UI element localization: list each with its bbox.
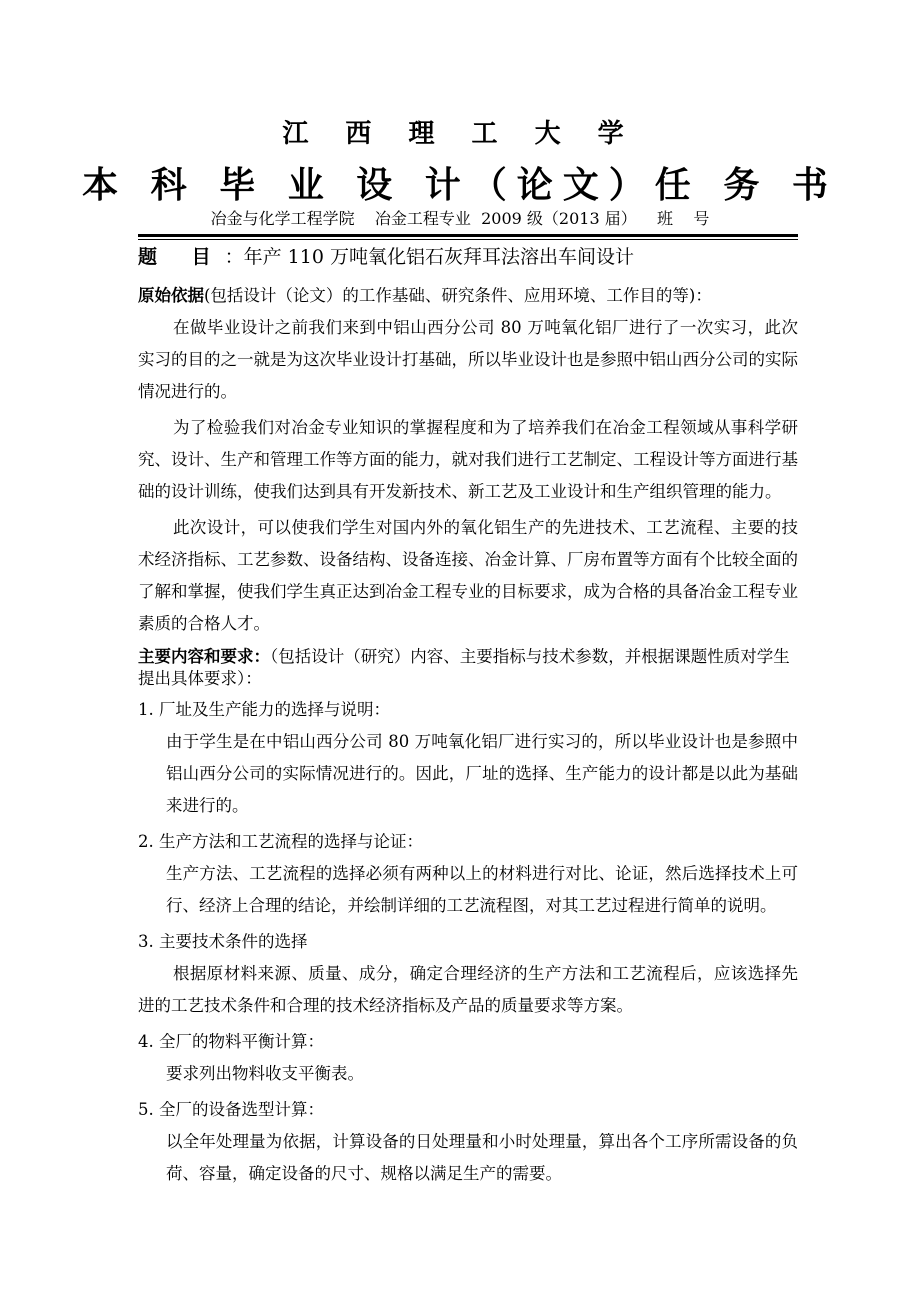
requirement-item-text: 由于学生是在中铝山西分公司 80 万吨氧化铝厂进行实习的，所以毕业设计也是参照中铝山西分公司的实际情况进行的。因此，厂址的选择、生产能力的设计都是以此为基础来进行的。	[166, 732, 798, 815]
requirement-item-text: 根据原材料来源、质量、成分，确定合理经济的生产方法和工艺流程后，应该选择先进的工艺技术条件和合理的技术经济指标及产品的质量要求等方案。	[138, 964, 798, 1015]
basis-paragraph: 此次设计，可以使我们学生对国内外的氧化铝生产的先进技术、工艺流程、主要的技术经济指标、工艺参数、设备结构、设备连接、冶金计算、厂房布置等方面有个比较全面的了解和掌握，使我们学生真正达到冶金工程专业的目标要求，成为合格的具备冶金工程专业素质的合格人才。	[138, 518, 798, 633]
topic-text: ：年产 110 万吨氧化铝石灰拜耳法溶出车间设计	[224, 246, 634, 268]
requirements-note: （包括设计（研究）内容、主要指标与技术参数，并根据课题性质对学生提出具体要求）：	[138, 647, 790, 688]
topic-line	[138, 242, 798, 272]
requirement-item-text: 生产方法、工艺流程的选择必须有两种以上的材料进行对比、论证，然后选择技术上可行、经济上合理的结论，并绘制详细的工艺流程图，对其工艺过程进行简单的说明。	[166, 864, 798, 915]
requirement-item-title: 3. 主要技术条件的选择	[138, 932, 308, 951]
requirement-item-title: 4. 全厂的物料平衡计算：	[138, 1032, 324, 1051]
requirement-item-title: 1. 厂址及生产能力的选择与说明：	[138, 700, 390, 719]
requirement-item-title: 5. 全厂的设备选型计算：	[138, 1100, 324, 1119]
document-body	[138, 280, 798, 1190]
header-rule-thin	[138, 239, 798, 240]
requirement-item-text: 以全年处理量为依据，计算设备的日处理量和小时处理量，算出各个工序所需设备的负荷、容量，确定设备的尺寸、规格以满足生产的需要。	[166, 1132, 798, 1183]
requirement-item-text: 要求列出物料收支平衡表。	[166, 1064, 364, 1083]
basis-paragraph: 为了检验我们对冶金专业知识的掌握程度和为了培养我们在冶金工程领域从事科学研究、设计、生产和管理工作等方面的能力，就对我们进行工艺制定、工程设计等方面进行基础的设计训练，使我们达到具有开发新技术、新工艺及工业设计和生产组织管理的能力。	[138, 418, 798, 501]
header-rule-thick	[138, 234, 798, 237]
basis-heading	[138, 280, 798, 312]
requirements-label: 主要内容和要求：	[138, 647, 270, 666]
university-name: 江 西 理 工 大 学	[282, 119, 638, 149]
requirements-heading	[138, 646, 798, 690]
basis-paragraph: 在做毕业设计之前我们来到中铝山西分公司 80 万吨氧化铝厂进行了一次实习，此次实习的目的之一就是为这次毕业设计打基础，所以毕业设计也是参照中铝山西分公司的实际情况进行的。	[138, 318, 798, 401]
college-major-line: 冶金与化学工程学院 冶金工程专业 2009 级（2013 届） 班 号	[210, 209, 710, 228]
basis-label: 原始依据	[138, 286, 204, 305]
requirement-item-title: 2. 生产方法和工艺流程的选择与论证：	[138, 832, 423, 851]
basis-note: (包括设计（论文）的工作基础、研究条件、应用环境、工作目的等)：	[204, 286, 712, 305]
topic-label: 题 目	[138, 246, 225, 268]
document-title: 本 科 毕 业 设 计（论文）任 务 书	[82, 165, 838, 206]
